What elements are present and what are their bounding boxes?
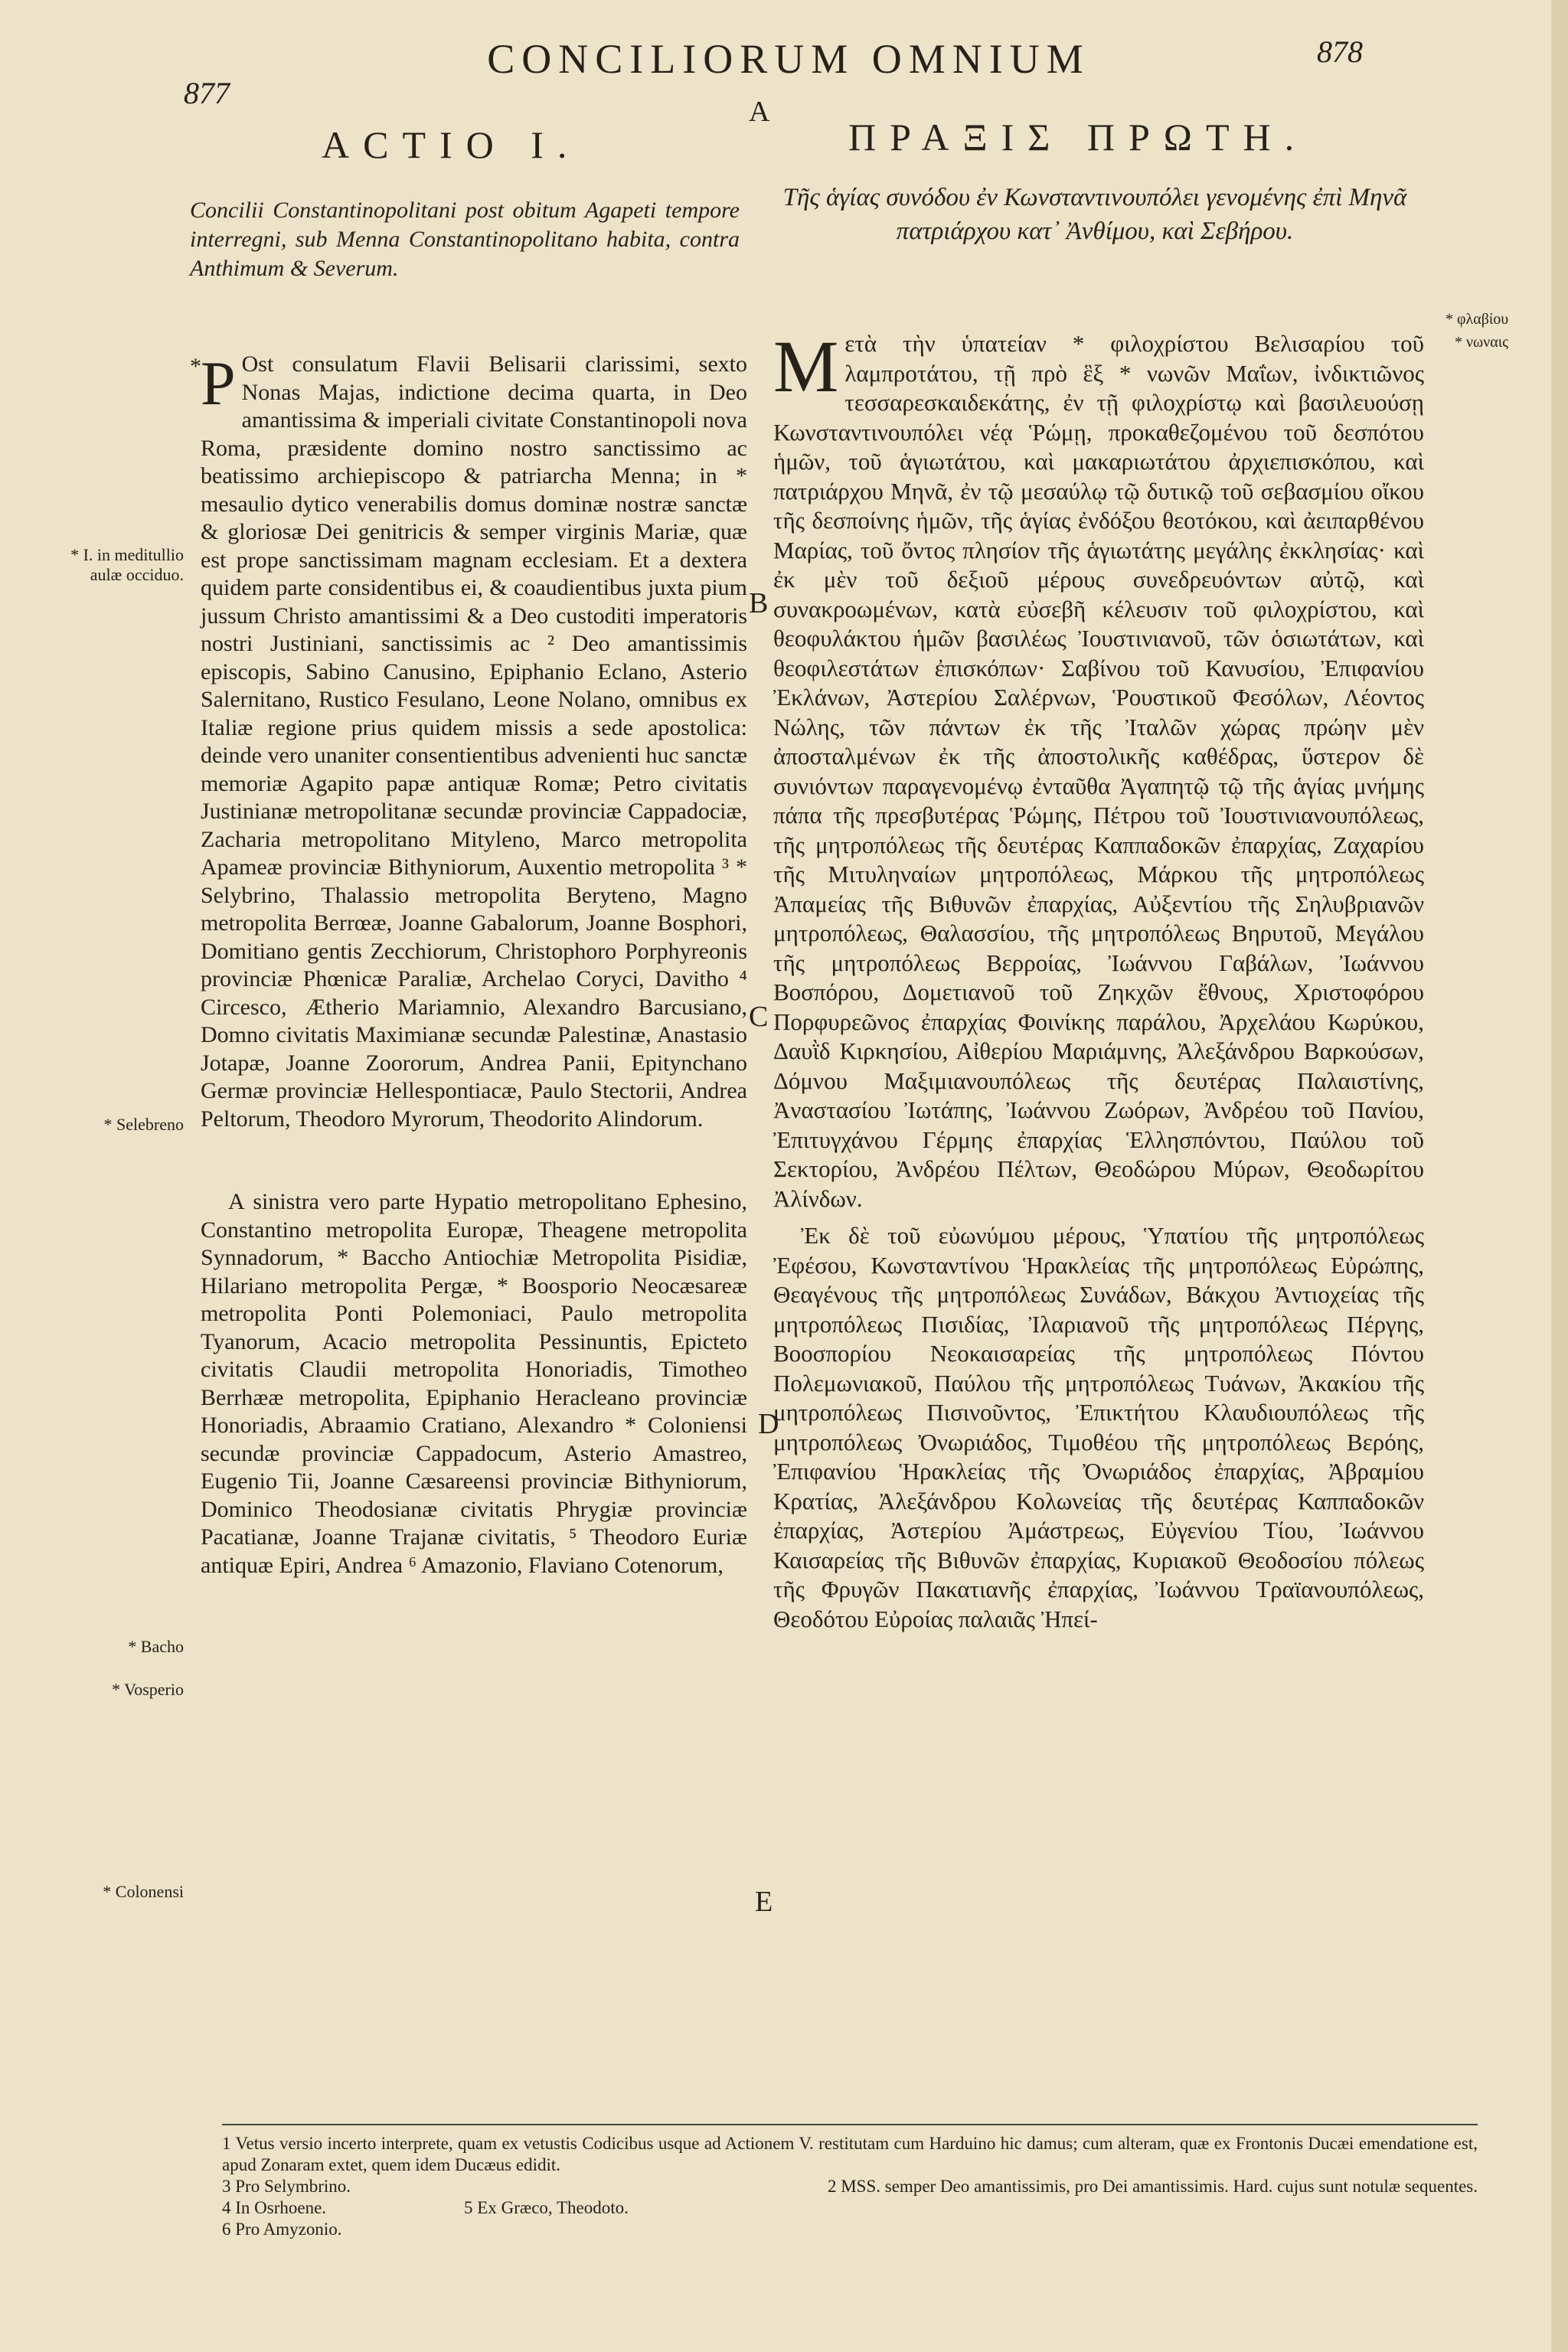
greek-section-title: ΠΡΑΞΙΣ ΠΡΩΤΗ. [848, 116, 1308, 158]
latin-column [201, 348, 747, 1579]
sidenote-phlabiou: * φλαβίου [1446, 311, 1509, 328]
greek-column [773, 325, 1424, 1634]
running-title: CONCILIORUM OMNIUM [487, 36, 1090, 82]
sidenote-nonais: * νωναις [1455, 334, 1509, 351]
greek-paragraph-1 [773, 325, 1424, 1214]
footnote-6: 6 Pro Amyzonio. [222, 2220, 342, 2239]
sidenote-colonensi: * Colonensi [103, 1882, 184, 1901]
latin-footnote-marker: * [190, 354, 201, 379]
footnote-row-b [222, 2197, 1478, 2219]
footnote-rule [222, 2124, 1478, 2125]
sidenote-vosperio: * Vosperio [112, 1680, 184, 1699]
greek-para1-text: ετὰ τὴν ὑπατείαν * φιλοχρίστου Βελισαρίου τοῦ λαμπροτάτου, τῇ πρὸ ἓξ * νωνῶν Μαΐων, ἰνδικτιῶνος τεσσαρεσκαιδεκάτης, ἐν τῇ φιλοχρίστῳ καὶ βασιλευούσῃ Κωνσταντινουπόλει νέᾳ Ῥώμῃ, προκαθεζομένου τοῦ δεσπότου ἡμῶν, τοῦ ἁγιωτάτου, καὶ μακαριωτάτου ἀρχιεπισκόπου, καὶ πατριάρχου Μηνᾶ, ἐν τῷ μεσαύλῳ τῷ δυτικῷ τοῦ σεβασμίου οἴκου τῆς δεσποίνης ἡμῶν, τῆς ἁγίας ἐνδόξου θεοτόκου, καὶ ἀειπαρθένου Μαρίας, τοῦ ὄντος πλησίον τῆς ἁγιωτάτης μεγάλης ἐκκλησίας· καὶ ἐκ μὲν τοῦ δεξιοῦ μέρους συνεδρευόντων αὐτῷ, καὶ συνακροωμένων, κατὰ εὐσεβῆ κέλευσιν τοῦ φιλοχρίστου, καὶ θεοφυλάκτου ἡμῶν βασιλέως Ἰουστινιανοῦ, τῶν ὁσιωτάτων, καὶ θεοφιλεστάτων ἐπισκόπων· Σαβίνου τοῦ Κανυσίου, Ἐπιφανίου Ἐκλάνων, Ἀστερίου Σαλέρνων, Ῥουστικοῦ Φεσόλων, Λέοντος Νώλης, τῶν πάντων ἐκ τῆς Ἰταλῶν χώρας πρώην μὲν ἀποσταλμένων ἐκ τῆς ἀποστολικῆς καθέδρας, ὕστερον δὲ συνιόντων παραγενομένῳ ἐνταῦθα Ἀγαπητῷ τῷ τῆς ἁγίας μνήμης πάπα τῆς πρεσβυτέρας Ῥώμης, Πέτρου τοῦ Ἰουστινιανουπόλεως, τῆς μητροπόλεως τῆς δευτέρας Καππαδοκῶν ἐπαρχίας, Ζαχαρίου τῆς Μιτυληναίων μητροπόλεως, Μάρκου τῆς μητροπόλεως Ἀπαμείας τῆς Βιθυνῶν ἐπαρχίας, Αὐξεντίου τῆς Σηλυβριανῶν μητροπόλεως, Θαλασσίου, τῆς μητροπόλεως Βηρυτοῦ, Μεγάλου τῆς μητροπόλεως Βερροίας, Ἰωάννου Γαβάλων, Ἰωάννου Βοσπόρου, Δομετιανοῦ τοῦ Ζηκχῶν ἔθνους, Χριστοφόρου Πορφυρεῶνος ἐπαρχίας Φοινίκης παράλου, Ἀρχελάου Κωρύκου, Δαυῒδ Κιρκησίου, Αἰθερίου Μαριάμνης, Ἀλεξάνδρου Βαρκούσων, Δόμνου Μαξιμιανουπόλεως τῆς δευτέρας Παλαιστίνης, Ἀναστασίου Ἰωτάπης, Ἰωάννου Ζωόρων, Ἀνδρέου τοῦ Πανίου, Ἐπιτυγχάνου Γέρμης ἐπαρχίας Ἑλλησπόντου, Παύλου τοῦ Σεκτορίου, Ἀνδρέου Πέλτων, Θεοδώρου Μύρων, Θεοδωρίτου Ἀλίνδων. [773, 330, 1424, 1212]
latin-intro: Concilii Constantinopolitani post obitum Agapeti tempore interregni, sub Menna Constantinopolitano habita, contra Anthimum & Severum. [190, 198, 740, 281]
margin-letter-a: A [749, 96, 770, 128]
page-number-left: 877 [184, 76, 230, 110]
latin-section-title: ACTIO I. [322, 123, 581, 166]
latin-dropcap: P [201, 348, 236, 418]
sidenote-in-medio: * I. in meditullio aulæ occiduo. [70, 545, 184, 584]
footnote-1: 1 Vetus versio incerto interprete, quam ex vetustis Codicibus usque ad Actionem V. restitutam cum Harduino hic damus; cum alteram, quæ ex Frontonis Ducæi emendatione est, apud Zonaram extet, quem idem Ducæus edidit. [222, 2134, 1478, 2174]
greek-intro: Τῆς ἁγίας συνόδου ἐν Κωνσταντινουπόλει γενομένης ἐπὶ Μηνᾶ πατριάρχου κατ᾽ Ἀνθίμου, καὶ Σεβήρου. [782, 184, 1407, 245]
page-edge [1551, 0, 1568, 2352]
latin-paragraph-2: A sinistra vero parte Hypatio metropolitano Ephesino, Constantino metropolita Europæ, Theagene metropolita Synnadorum, * Baccho Antiochiæ Metropolita Pisidiæ, Hilariano metropolita Pergæ, * Boosporio Neocæsareæ metropolita Ponti Polemoniaci, Paulo metropolita Tyanorum, Acacio metropolita Pessinuntis, Epicteto civitatis Claudii metropolita Honoriadis, Timotheo Berrhææ metropolita, Epiphanio Heracleano provinciæ Honoriadis, Abraamio Cratiano, Alexandro * Coloniensi secundæ provinciæ Cappadocum, Asterio Amastreo, Eugenio Tii, Joanne Cæsareensi provinciæ Bithyniorum, Dominico Theodosianæ civitatis Phrygiæ provinciæ Pacatianæ, Joanne Trajanæ civitatis, ⁵ Theodoro Euriæ antiquæ Epiri, Andrea ⁶ Amazonio, Flaviano Cotenorum, [201, 1189, 747, 1578]
latin-paragraph-1 [201, 348, 747, 1133]
sidenote-bacho: * Bacho [128, 1637, 184, 1656]
footnotes [222, 2133, 1478, 2240]
sidenote-selebreno: * Selebreno [103, 1115, 184, 1134]
footnote-5: 5 Ex Græco, Theodoto. [464, 2198, 629, 2217]
margin-letter-e: E [755, 1886, 773, 1918]
latin-para1-text: Ost consulatum Flavii Belisarii clarissimi, sexto Nonas Majas, indictione decima quarta, in Deo amantissima & imperiali civitate Constantinopoli nova Roma, præsidente domino nostro sanctissimo ac beatissimo archiepiscopo & patriarcha Menna; in * mesaulio dytico venerabilis domus dominæ nostræ sanctæ & gloriosæ Dei genitricis & semper virginis Mariæ, quæ est prope sanctissimam magnam ecclesiam. Et a dextera quidem parte considentibus ei, & coaudientibus juxta pium jussum Christo amantissimi & a Deo custoditi imperatoris nostri Justiniani, sanctissimis ac ² Deo amantissimis episcopis, Sabino Canusino, Epiphanio Eclano, Asterio Salernitano, Rustico Fesulano, Leone Nolano, omnibus ex Italiæ regione prius quidem missis a sede apostolica: deinde vero unaniter consentientibus advenienti huc sanctæ memoriæ Agapito papæ antiquæ Romæ; Petro civitatis Justinianæ metropolitanæ secundæ provinciæ Cappadociæ, Zacharia metropolitano Mityleno, Marco metropolita Apameæ provinciæ Bithyniorum, Auxentio metropolita ³ * Selybrino, Thalassio metropolita Beryteno, Magno metropolita Berrœæ, Joanne Gabalorum, Joanne Bosphori, Domitiano gentis Zecchiorum, Christophoro Porphyreonis provinciæ Phœnicæ Paraliæ, Archelao Coryci, Davitho ⁴ Circesco, Ætherio Mariamnio, Alexandro Barcusiano, Domno civitatis Maximianæ secundæ Palestinæ, Anastasio Jotapæ, Joanne Zoororum, Andrea Panii, Epitynchano Germæ provinciæ Hellespontiacæ, Paulo Stectorii, Andrea Peltorum, Theodoro Myrorum, Theodorito Alindorum. [201, 351, 747, 1132]
footnote-3: 3 Pro Selymbrino. [222, 2177, 351, 2196]
footnote-4: 4 In Osrhoene. [222, 2198, 327, 2217]
margin-letter-d: D [758, 1408, 779, 1440]
page-number-right: 878 [1317, 34, 1363, 69]
footnote-row-a [222, 2176, 1478, 2197]
page-header [0, 31, 1568, 168]
margin-letter-c: C [749, 1001, 769, 1033]
margin-letter-b: B [749, 587, 769, 619]
greek-paragraph-2: Ἐκ δὲ τοῦ εὐωνύμου μέρους, Ὑπατίου τῆς μητροπόλεως Ἐφέσου, Κωνσταντίνου Ἡρακλείας τῆς μητροπόλεως Εὐρώπης, Θεαγένους τῆς μητροπόλεως Συνάδων, Βάκχου Ἀντιοχείας τῆς μητροπόλεως Πισιδίας, Ἰλαριανοῦ τῆς μητροπόλεως Πέργης, Βοοσπορίου Νεοκαισαρείας τῆς μητροπόλεως Πόντου Πολεμωνιακοῦ, Παύλου τῆς μητροπόλεως Τυάνων, Ἀκακίου τῆς μητροπόλεως Πισινοῦντος, Ἐπικτήτου Κλαυδιουπόλεως τῆς μητροπόλεως Ὀνωριάδος, Τιμοθέου τῆς μητροπόλεως Βερόης, Ἐπιφανίου Ἡρακλείας τῆς Ὀνωριάδος ἐπαρχίας, Ἀβραμίου Κρατίας, Ἀλεξάνδρου Κολωνείας τῆς δευτέρας Καππαδοκῶν ἐπαρχίας, Ἀστερίου Ἀμάστρεως, Εὐγενίου Τίου, Ἰωάννου Καισαρείας τῆς Βιθυνῶν ἐπαρχίας, Κυριακοῦ Θεοδοσίου πόλεως τῆς Φρυγῶν Πακατιανῆς ἐπαρχίας, Ἰωάννου Τραϊανουπόλεως, Θεοδότου Εὐροίας παλαιᾶς Ἠπεί- [773, 1222, 1424, 1632]
footnote-2: 2 MSS. semper Deo amantissimis, pro Dei amantissimis. Hard. cujus sunt notulæ sequentes. [827, 2177, 1478, 2196]
greek-dropcap: Μ [773, 325, 839, 407]
